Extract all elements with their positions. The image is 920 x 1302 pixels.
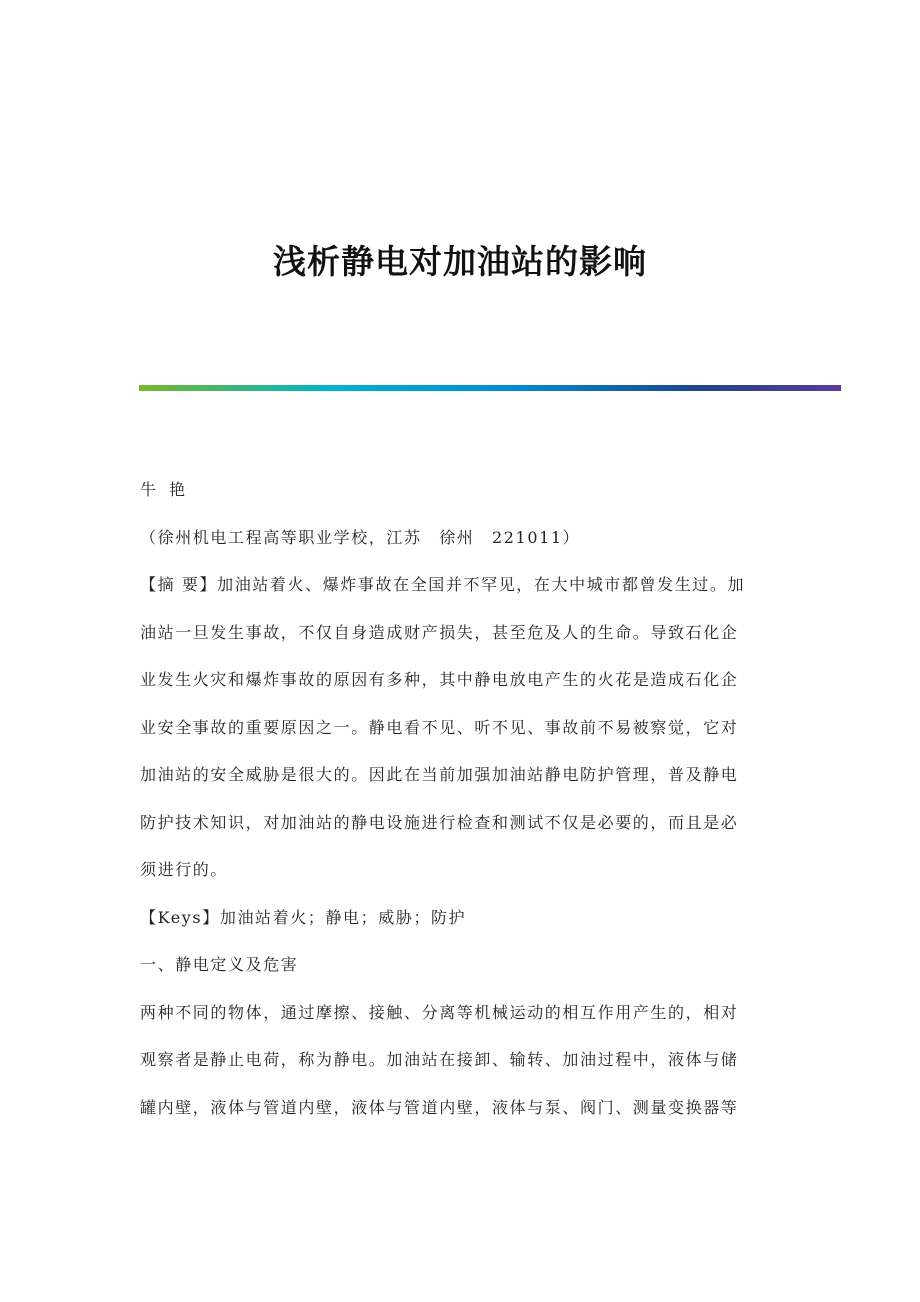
abstract-line-2: 油站一旦发生事故，不仅自身造成财产损失，甚至危及人的生命。导致石化企 <box>140 622 739 642</box>
document-title: 浅析静电对加油站的影响 <box>273 242 647 282</box>
abstract-line-1: 【摘 要】加油站着火、爆炸事故在全国并不罕见，在大中城市都曾发生过。加 <box>140 575 746 594</box>
abstract-line-4: 业安全事故的重要原因之一。静电看不见、听不见、事故前不易被察觉，它对 <box>140 717 739 737</box>
abstract <box>140 561 785 894</box>
abstract-line-5: 加油站的安全威胁是很大的。因此在当前加强加油站静电防护管理，普及静电 <box>140 765 739 784</box>
section-paragraph <box>140 989 785 1132</box>
abstract-line-7: 须进行的。 <box>140 860 229 879</box>
abstract-line-6: 防护技术知识，对加油站的静电设施进行检查和测试不仅是必要的，而且是必 <box>140 812 739 832</box>
keywords-label: 【Keys】 <box>140 907 220 927</box>
keywords <box>140 894 785 942</box>
section-heading: 一、静电定义及危害 <box>140 955 299 974</box>
document-body <box>140 466 785 1131</box>
section-line-1: 两种不同的物体，通过摩擦、接触、分离等机械运动的相互作用产生的，相对 <box>140 1002 739 1022</box>
abstract-label: 【摘 要】 <box>140 575 218 594</box>
keywords-text: 加油站着火；静电；威胁；防护 <box>219 907 467 927</box>
section-line-2: 观察者是静止电荷，称为静电。加油站在接卸、输转、加油过程中，液体与储 <box>140 1050 739 1069</box>
abstract-line-3: 业发生火灾和爆炸事故的原因有多种，其中静电放电产生的火花是造成石化企 <box>140 670 739 689</box>
author-name: 牛艳 <box>140 480 199 499</box>
author-affiliation: （徐州机电工程高等职业学校，江苏 徐州 221011） <box>140 527 581 547</box>
gradient-divider <box>139 385 841 391</box>
section-line-3: 罐内壁，液体与管道内壁，液体与管道内壁，液体与泵、阀门、测量变换器等 <box>140 1097 739 1117</box>
